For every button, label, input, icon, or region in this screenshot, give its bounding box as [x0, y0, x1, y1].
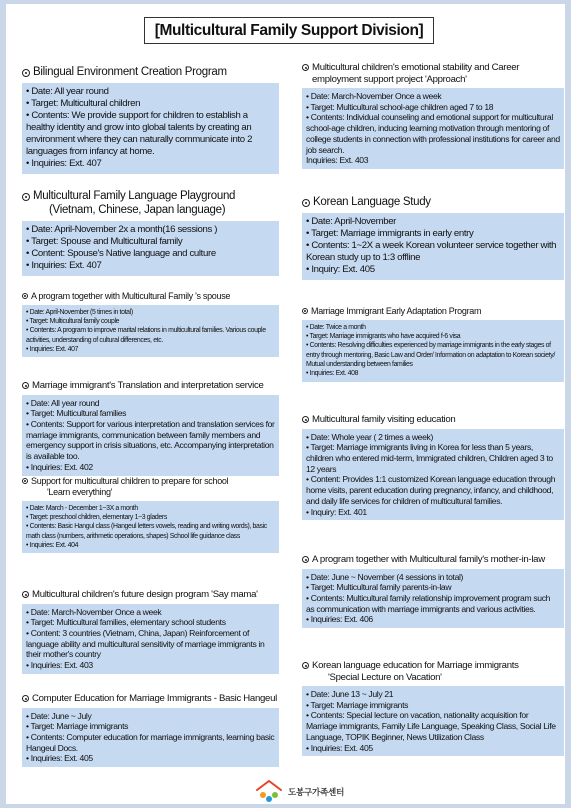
circle-bullet-icon [22, 293, 28, 299]
page-title: [Multicultural Family Support Division] [144, 17, 434, 44]
detail-line: • Target: Multicultural children [26, 97, 141, 109]
section-details-box [302, 569, 564, 629]
detail-line: • Contents: Resolving difficulties experienced by marriage immigrants in the early stages of entry through mentoring, Basic Law and Order/ Information on adaptation to Korean society/ Mutual understanding between families [306, 342, 555, 369]
circle-bullet-icon [302, 556, 309, 563]
detail-line: • Target: Multicultural families [26, 408, 127, 419]
section-heading [302, 554, 564, 566]
detail-line: • Inquiry: Ext. 405 [306, 263, 375, 275]
circle-bullet-icon [302, 662, 309, 669]
detail-line: • Contents: Basic Hangul class (Hangeul letters vowels, reading and writing words), basic math class (numbers, arithmetic operations, shapes) School life guidance class [26, 523, 267, 540]
detail-line: • Contents: Individual counseling and emotional support for multicultural school-age children, inducing learning motivation through mentoring of college students in connection with professional institutions for career and job search. [306, 112, 560, 155]
program-translation-service [22, 380, 279, 476]
section-details-box [22, 83, 279, 174]
section-heading [22, 693, 279, 705]
section-title: A program together with Multicultural Family 's spouse [31, 291, 231, 301]
section-title: Support for multicultural children to prepare for school [31, 476, 229, 486]
circle-bullet-icon [22, 591, 29, 598]
center-name: 도봉구가족센터 [288, 787, 345, 797]
section-details-box [302, 88, 564, 169]
detail-line: • Date: June ~ November (4 sessions in total) [306, 571, 464, 582]
circle-bullet-icon [22, 695, 29, 702]
section-title: Marriage Immigrant Early Adaptation Program [311, 306, 482, 316]
section-details-box [302, 686, 564, 756]
program-visiting-education [302, 414, 564, 520]
section-details-box [302, 213, 564, 280]
section-heading [22, 66, 279, 80]
section-title: Korean Language Study [313, 196, 431, 208]
detail-line: • Target: Multicultural family couple [26, 318, 120, 326]
section-heading [302, 414, 564, 426]
detail-line: • Content: Spouse's Native language and culture [26, 247, 216, 259]
detail-line: • Date: March - December 1~3X a month [26, 504, 138, 512]
detail-line: • Content: 3 countries (Vietnam, China, Japan) Reinforcement of language ability and multicultural sensitivity of marriage immigrants in their mother's country [26, 627, 265, 660]
section-title: Multicultural Family Language Playground [33, 190, 236, 202]
detail-line: • Date: March-November Once a week [26, 606, 162, 617]
detail-line: • Contents: Computer education for marriage immigrants, learning basic Hangeul Docs. [26, 731, 275, 753]
section-title: Bilingual Environment Creation Program [33, 66, 227, 78]
section-details-box [22, 604, 279, 674]
detail-line: • Inquiries: Ext. 405 [306, 742, 373, 753]
section-heading [22, 190, 279, 218]
detail-line: • Date: June 13 ~ July 21 [306, 689, 394, 699]
section-subtitle: (Vietnam, Chinese, Japan language) [49, 203, 226, 216]
section-title: Multicultural family visiting education [312, 414, 456, 425]
detail-line: • Target: Marriage immigrants [26, 721, 129, 732]
detail-line: • Contents: Multicultural family relationship improvement program such as communication with marriage immigrants and various activities. [306, 592, 551, 614]
detail-line: • Date: All year round [26, 397, 100, 408]
program-computer-education [22, 693, 279, 767]
detail-line: • Target: preschool children, elementary 1~3 gladers [26, 513, 167, 521]
section-details-box [22, 395, 279, 476]
section-subtitle: 'Special Lecture on Vacation' [328, 671, 442, 683]
program-mother-in-law [302, 554, 564, 628]
detail-line: • Contents: Special lecture on vacation, nationality acquisition for Marriage immigrants, Family Life Language, Speaking Class, Social Life Language, TOPIK Beginner, News Utilization Class [306, 710, 556, 742]
circle-bullet-icon [22, 382, 29, 389]
circle-bullet-icon [302, 64, 309, 71]
detail-line: • Date: Twice a month [306, 323, 366, 331]
detail-line: • Inquiries: Ext. 407 [26, 157, 102, 169]
detail-line: • Inquiries: Ext. 405 [26, 753, 93, 764]
program-vacation-lecture [302, 660, 564, 756]
section-details-box [22, 305, 279, 358]
circle-bullet-icon [22, 193, 30, 201]
detail-line: • Contents: A program to improve marital relations in multicultural families. Various couple activities, understanding of cultural differences, etc. [26, 327, 266, 344]
detail-line: • Target: Multicultural school-age children aged 7 to 18 [306, 101, 494, 112]
section-heading [22, 589, 279, 601]
detail-line: • Inquiry: Ext. 401 [306, 506, 367, 517]
program-spouse [22, 291, 279, 357]
section-heading [22, 476, 279, 498]
detail-line: • Date: April-November [306, 215, 397, 227]
section-details-box [302, 429, 564, 521]
section-title: A program together with Multicultural family's mother-in-law [312, 554, 545, 565]
poster-sheet [6, 4, 565, 804]
detail-line: • Inquiries: Ext. 403 [26, 660, 93, 671]
detail-line: • Target: Marriage immigrants in early entry [306, 227, 474, 239]
section-title: Multicultural children's future design program 'Say mama' [32, 589, 258, 600]
section-subtitle: 'Learn everything' [47, 486, 113, 497]
section-heading [22, 380, 279, 392]
detail-line: • Target: Marriage immigrants who have acquired f-6 visa [306, 333, 461, 341]
program-bilingual-environment [22, 66, 279, 174]
detail-line: • Date: June ~ July [26, 710, 92, 721]
detail-line: • Inquiries: Ext. 406 [306, 614, 373, 625]
program-early-adaptation [302, 306, 564, 382]
detail-line: • Inquiries: Ext. 407 [26, 259, 102, 271]
section-title: Multicultural children's emotional stability and Career employment support project 'Approach' [312, 62, 520, 85]
section-details-box [302, 320, 564, 382]
circle-bullet-icon [22, 69, 30, 77]
section-details-box [22, 221, 279, 276]
center-logo [254, 779, 374, 805]
program-approach [302, 62, 564, 169]
section-title: Computer Education for Marriage Immigrants - Basic Hangeul [32, 693, 277, 704]
detail-line: • Date: April-November (5 times in total) [26, 308, 133, 316]
section-details-box [22, 708, 279, 768]
circle-bullet-icon [22, 478, 28, 484]
detail-line: • Date: March-November Once a week [306, 91, 442, 101]
section-heading [302, 660, 564, 683]
detail-line: • Date: Whole year ( 2 times a week) [306, 431, 434, 442]
detail-line: • Date: All year round [26, 85, 109, 97]
detail-line: • Content: Provides 1:1 customized Korean language education through home visits, parent education during pregnancy, infancy, and childhood, and daily life services for children of multicultural families. [306, 474, 556, 506]
section-heading [302, 62, 564, 85]
detail-line: • Target: Multicultural family parents-in-law [306, 582, 452, 593]
detail-line: • Target: Spouse and Multicultural family [26, 235, 183, 247]
program-language-playground [22, 190, 279, 276]
detail-line: • Inquiries: Ext. 407 [26, 346, 79, 354]
section-title: Marriage immigrant's Translation and interpretation service [32, 380, 264, 391]
program-korean-study [302, 196, 564, 280]
section-title: Korean language education for Marriage immigrants [312, 660, 519, 671]
detail-line: • Inquiries: Ext. 404 [26, 541, 79, 549]
family-center-logo-icon [254, 779, 284, 805]
section-heading [302, 196, 564, 210]
section-heading [302, 306, 564, 317]
detail-line: • Inquiries: Ext. 408 [306, 370, 359, 378]
section-details-box [22, 501, 279, 554]
circle-bullet-icon [302, 308, 308, 314]
detail-line: • Target: Marriage immigrants [306, 699, 409, 710]
detail-line: Inquiries: Ext. 403 [306, 155, 369, 166]
detail-line: • Inquiries: Ext. 402 [26, 461, 93, 472]
detail-line: • Contents: 1~2X a week Korean volunteer service together with Korean study up to 1:3 offline [306, 239, 557, 263]
circle-bullet-icon [302, 416, 309, 423]
detail-line: • Target: Multicultural families, elementary school students [26, 617, 226, 628]
circle-bullet-icon [302, 199, 310, 207]
detail-line: • Contents: We provide support for children to establish a healthy identity and grow into global talents by creating an environment where they can naturally communicate into 2 languages from infancy at home. [26, 109, 253, 157]
program-say-mama [22, 589, 279, 674]
detail-line: • Target: Marriage immigrants living in Korea for less than 5 years, children who entered mid-term, Immigrated children, Children aged 3 to 12 years [306, 442, 553, 474]
detail-line: • Date: April-November 2x a month(16 sessions ) [26, 223, 218, 235]
detail-line: • Contents: Support for various interpretation and translation services for marriage immigrants, communication between family members and emergency support in crisis situations, etc. Accompanying interpretation is available too. [26, 418, 275, 462]
program-school-preparation [22, 476, 279, 553]
section-heading [22, 291, 279, 302]
